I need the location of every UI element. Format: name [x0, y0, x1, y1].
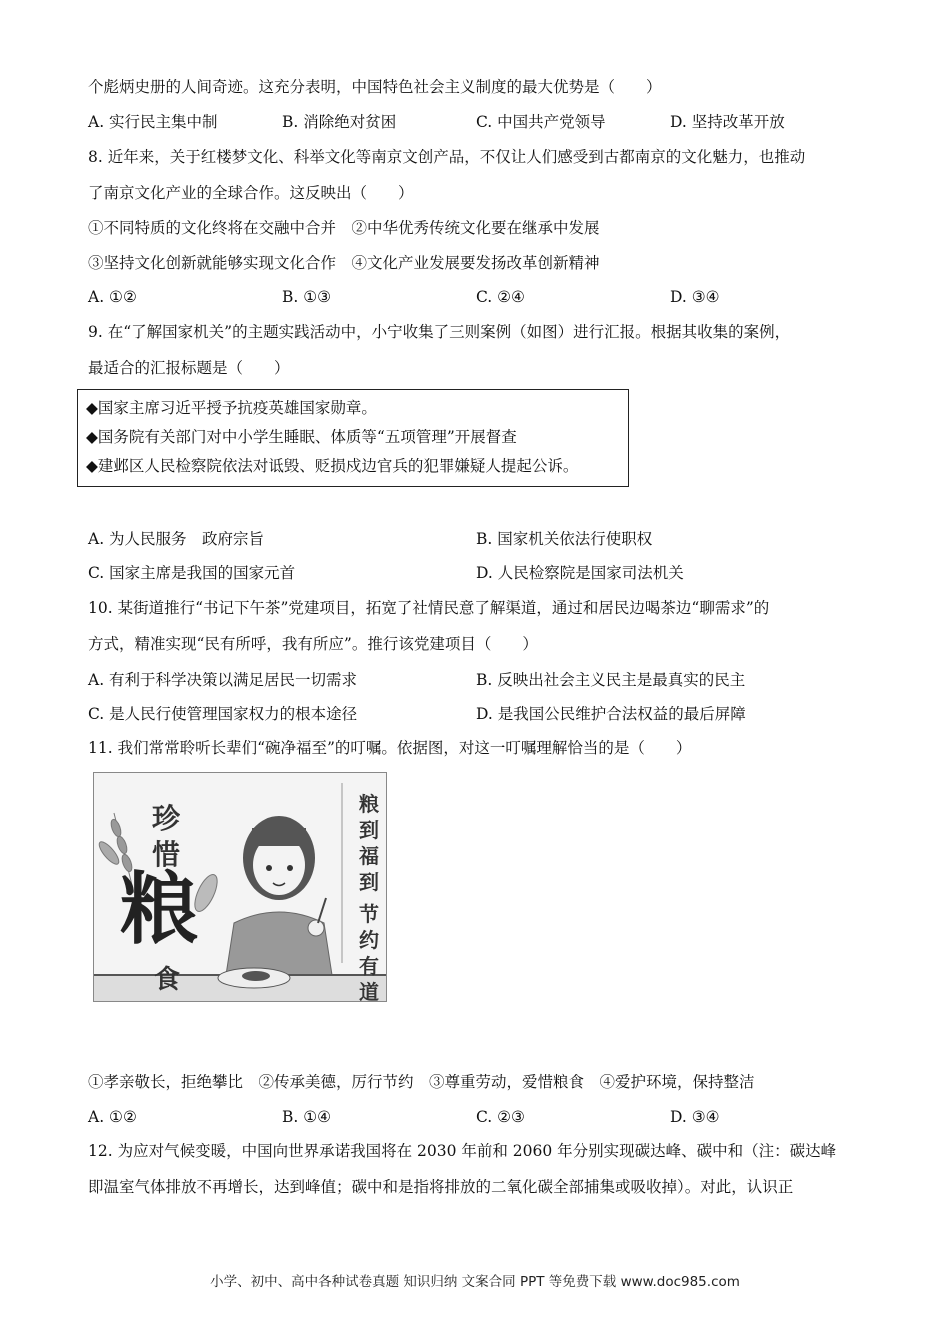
q8-stem-line2: 了南京文化产业的全球合作。这反映出（ ） [88, 184, 414, 202]
q9-option-d[interactable]: D. 人民检察院是国家司法机关 [476, 564, 684, 582]
poster-char-shi: 食 [154, 965, 181, 995]
q10-stem-line2: 方式，精准实现“民有所呼，我有所应”。推行该党建项目（ ） [88, 635, 538, 653]
q7-option-d[interactable]: D. 坚持改革开放 [670, 113, 785, 131]
q7-option-a[interactable]: A. 实行民主集中制 [88, 113, 218, 131]
q9-stem-line2: 最适合的汇报标题是（ ） [88, 359, 290, 377]
poster-char-xi: 惜 [152, 838, 181, 871]
q7-option-c[interactable]: C. 中国共产党领导 [476, 113, 606, 131]
q9-stem-line1: 9. 在“了解国家机关”的主题实践活动中，小宁收集了三则案例（如图）进行汇报。根据其收集的案例， [88, 323, 791, 341]
poster-char-zhen: 珍 [152, 802, 181, 835]
q10-stem-line1: 10. 某街道推行“书记下午茶”党建项目，拓宽了社情民意了解渠道，通过和居民边喝茶边“聊需求”的 [88, 599, 770, 617]
q11-stem: 11. 我们常常聆听长辈们“碗净福至”的叮嘱。依据图，对这一叮嘱理解恰当的是（ ） [88, 739, 692, 757]
q7-stem-tail: 个彪炳史册的人间奇迹。这充分表明，中国特色社会主义制度的最大优势是（ ） [88, 78, 662, 96]
q9-case-2: ◆国务院有关部门对中小学生睡眠、体质等“五项管理”开展督查 [86, 428, 517, 446]
q12-stem-line2: 即温室气体排放不再增长，达到峰值；碳中和是指将排放的二氧化碳全部捕集或吸收掉）。对此，认识正 [88, 1178, 794, 1196]
q11-option-c[interactable]: C. ②③ [476, 1108, 525, 1126]
poster-slogan-col2: 节 约 有 道 [359, 902, 379, 1002]
q8-statements-1: ①不同特质的文化终将在交融中合并 ②中华优秀传统文化要在继承中发展 [88, 219, 600, 237]
q8-option-b[interactable]: B. ①③ [282, 288, 332, 306]
q9-option-b[interactable]: B. 国家机关依法行使职权 [476, 530, 653, 548]
q9-case-1: ◆国家主席习近平授予抗疫英雄国家勋章。 [86, 399, 377, 417]
q8-option-d[interactable]: D. ③④ [670, 288, 720, 306]
q7-option-b[interactable]: B. 消除绝对贫困 [282, 113, 397, 131]
page-footer: 小学、初中、高中各种试卷真题 知识归纳 文案合同 PPT 等免费下载 www.doc985.com [210, 1274, 740, 1290]
q8-option-c[interactable]: C. ②④ [476, 288, 525, 306]
q9-option-a[interactable]: A. 为人民服务 政府宗旨 [88, 530, 265, 548]
q12-stem-line1: 12. 为应对气候变暖，中国向世界承诺我国将在 2030 年前和 2060 年分别实现碳达峰、碳中和（注：碳达峰 [88, 1142, 837, 1160]
q11-option-b[interactable]: B. ①④ [282, 1108, 332, 1126]
q9-case-3: ◆建邺区人民检察院依法对诋毁、贬损戍边官兵的犯罪嫌疑人提起公诉。 [86, 457, 579, 475]
q8-statements-2: ③坚持文化创新就能够实现文化合作 ④文化产业发展要发扬改革创新精神 [88, 254, 600, 272]
poster-slogan-col1: 粮 到 福 到 [359, 792, 379, 894]
q11-option-a[interactable]: A. ①② [88, 1108, 137, 1126]
q9-case-box [77, 389, 629, 487]
q11-poster-image [93, 772, 387, 1002]
q11-statements: ①孝亲敬长，拒绝攀比 ②传承美德，厉行节约 ③尊重劳动，爱惜粮食 ④爱护环境，保持整洁 [88, 1073, 755, 1091]
q10-option-d[interactable]: D. 是我国公民维护合法权益的最后屏障 [476, 705, 746, 723]
q10-option-c[interactable]: C. 是人民行使管理国家权力的根本途径 [88, 705, 358, 723]
poster-char-liang-big: 粮 [120, 865, 199, 955]
q11-option-d[interactable]: D. ③④ [670, 1108, 720, 1126]
q10-option-a[interactable]: A. 有利于科学决策以满足居民一切需求 [88, 671, 358, 689]
q8-option-a[interactable]: A. ①② [88, 288, 137, 306]
q9-option-c[interactable]: C. 国家主席是我国的国家元首 [88, 564, 296, 582]
q8-stem-line1: 8. 近年来，关于红楼梦文化、科举文化等南京文创产品，不仅让人们感受到古都南京的文化魅力，也推动 [88, 148, 806, 166]
q10-option-b[interactable]: B. 反映出社会主义民主是最真实的民主 [476, 671, 746, 689]
